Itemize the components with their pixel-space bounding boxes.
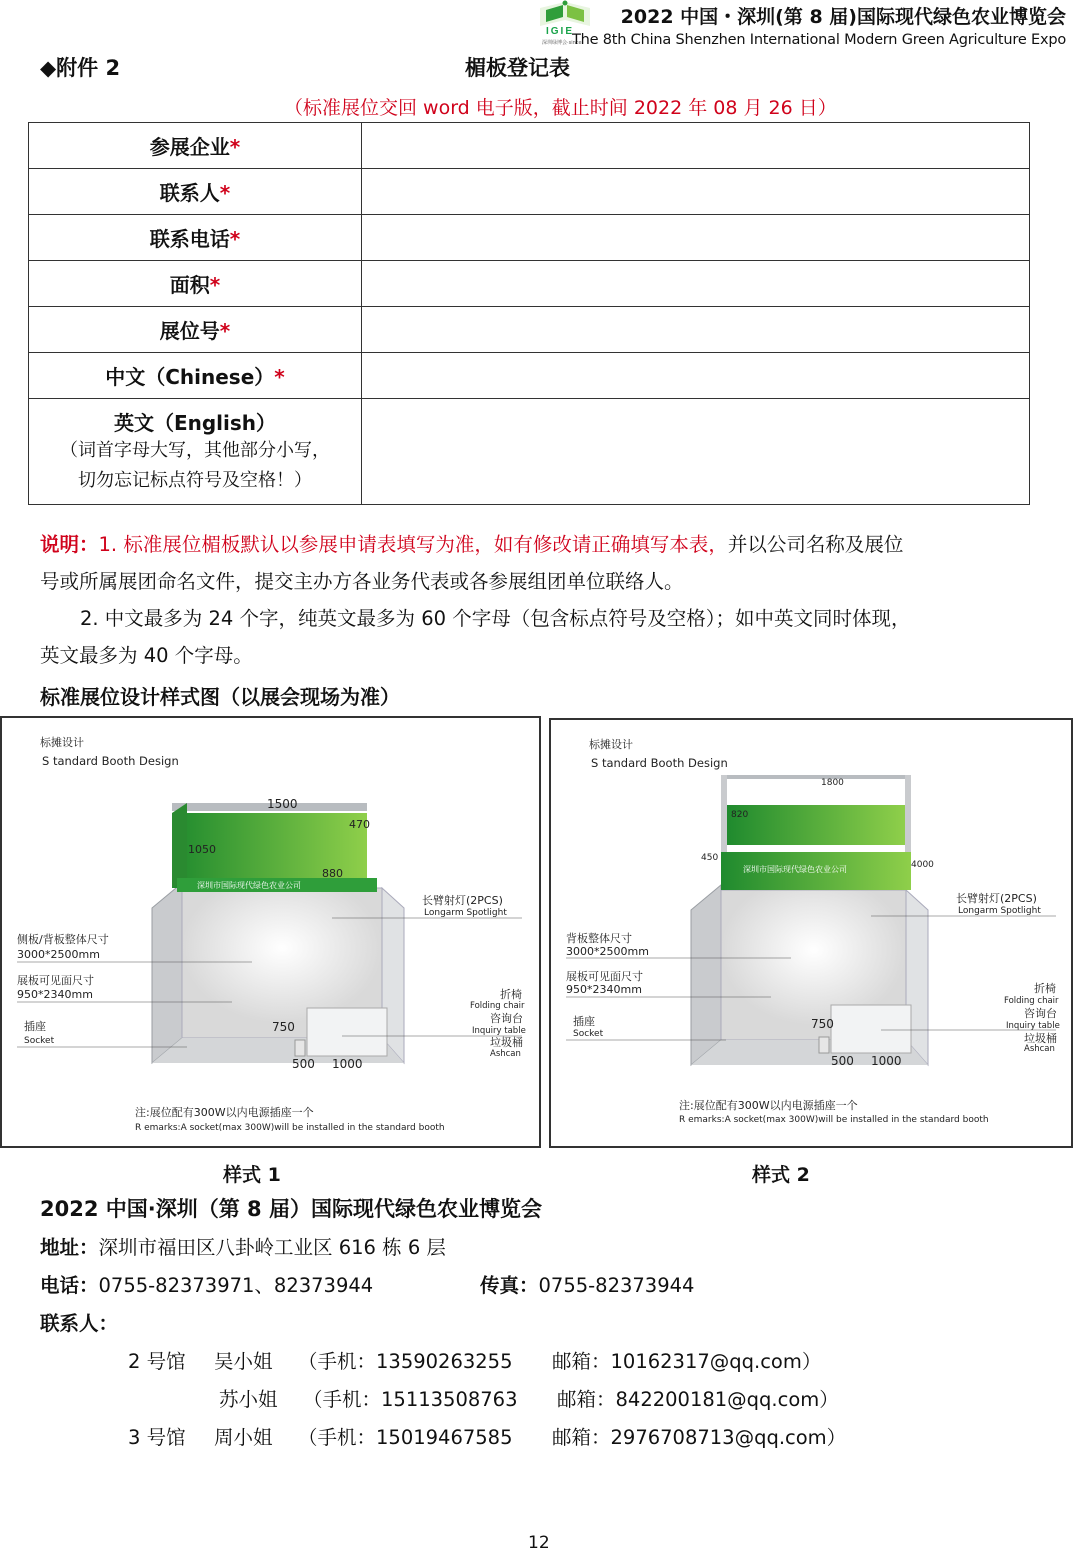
address-value: 深圳市福田区八卦岭工业区 616 栋 6 层: [98, 1236, 446, 1259]
contacts-label: 联系人：: [40, 1312, 119, 1335]
booth-label: 4000: [911, 860, 934, 870]
booth-label: Inquiry table: [1006, 1021, 1060, 1031]
contact-name: 吴小姐: [214, 1350, 273, 1373]
fax-line: [480, 1270, 694, 1298]
booth-label: 500: [831, 1054, 854, 1068]
booth-label: 长臂射灯(2PCS): [956, 892, 1037, 905]
contact-hall: 3 号馆: [128, 1426, 186, 1449]
booth-caption-2: 样式 2: [752, 1164, 810, 1186]
booth-label: 1500: [267, 797, 298, 811]
fascia-text: 深圳市国际现代绿色农业公司: [197, 881, 301, 890]
header-title-en: The 8th China Shenzhen International Modern Green Agriculture Expo: [572, 32, 1066, 48]
explanation-line-3: 2. 中文最多为 24 个字，纯英文最多为 60 个字母（包含标点符号及空格）；如中英文同时体现，: [80, 607, 911, 630]
explanation-item1-rest: 并以公司名称及展位: [727, 533, 904, 556]
booth-label: 950*2340mm: [566, 983, 642, 996]
booth-label: 450: [701, 853, 719, 863]
form-row: [29, 261, 1030, 307]
booth-label: 1000: [871, 1054, 902, 1068]
booth-label: 折椅: [1034, 982, 1056, 995]
form-label: 参展企业*: [29, 123, 362, 169]
booth-label: Socket: [573, 1029, 604, 1039]
booth-label: 注:展位配有300W以内电源插座一个: [679, 1099, 858, 1112]
booth-label: R emarks:A socket(max 300W)will be installed in the standard booth: [135, 1123, 445, 1133]
phone-label: 电话：: [40, 1274, 99, 1297]
explanation-line-4: 英文最多为 40 个字母。: [40, 644, 253, 667]
attachment-label: ◆附件 2: [40, 56, 121, 80]
form-row: [29, 215, 1030, 261]
contact-mobile: （手机：15019467585: [298, 1426, 513, 1449]
booth-label: Folding chair: [1004, 996, 1059, 1006]
page-title: 楣板登记表: [465, 56, 570, 80]
booth-label: 长臂射灯(2PCS): [422, 894, 503, 907]
form-input-cell[interactable]: [362, 261, 1030, 307]
booth-label: 880: [322, 867, 343, 880]
booth-label: 插座: [24, 1020, 46, 1033]
booth-label: S tandard Booth Design: [591, 756, 728, 770]
address-line: [40, 1232, 446, 1260]
booth-label: 1800: [821, 778, 844, 788]
booth-label: Socket: [24, 1036, 55, 1046]
contact-email: 邮箱：10162317@qq.com）: [552, 1350, 822, 1373]
address-label: 地址：: [40, 1236, 99, 1259]
contact-email: 邮箱：2976708713@qq.com）: [552, 1426, 847, 1449]
fascia-text: 深圳市国际现代绿色农业公司: [743, 865, 847, 874]
logo-subtext: 深圳绿博会·since: [542, 40, 582, 46]
form-input-cell[interactable]: [362, 353, 1030, 399]
form-row: [29, 123, 1030, 169]
ashcan-icon: [295, 1040, 305, 1056]
booth-label: Longarm Spotlight: [424, 908, 507, 918]
booth-caption-1: 样式 1: [223, 1164, 281, 1186]
booth-label: 侧板/背板整体尺寸: [17, 933, 109, 946]
booth-label: 垃圾桶: [1024, 1032, 1057, 1045]
page-number: 12: [528, 1533, 550, 1553]
explanation-line-1: [40, 526, 1040, 563]
booth-label: 500: [292, 1057, 315, 1071]
organizer-name: 2022 中国·深圳（第 8 届）国际现代绿色农业博览会: [40, 1197, 542, 1221]
explanation-line-2: 号或所属展团命名文件，提交主办方各业务代表或各参展组团单位联络人。: [40, 570, 684, 593]
fax-label: 传真：: [480, 1274, 539, 1297]
booth-label: 标摊设计: [40, 736, 84, 749]
form-input-cell[interactable]: [362, 123, 1030, 169]
contact-hall: 2 号馆: [128, 1350, 186, 1373]
form-row: [29, 307, 1030, 353]
form-label: 面积*: [29, 261, 362, 307]
logo-book-icon: [532, 0, 598, 28]
booth-label: Inquiry table: [472, 1026, 526, 1036]
deadline-note: （标准展位交回 word 电子版，截止时间 2022 年 08 月 26 日）: [284, 97, 837, 119]
form-input-cell[interactable]: [362, 307, 1030, 353]
booth-label: 注:展位配有300W以内电源插座一个: [135, 1106, 314, 1119]
booth-label: Ashcan: [490, 1049, 521, 1059]
contact-name: 苏小姐: [219, 1388, 278, 1411]
fax-value: 0755-82373944: [538, 1274, 695, 1297]
phone-value: 0755-82373971、82373944: [98, 1274, 374, 1297]
phone-line: [40, 1270, 373, 1298]
booth-label: 标摊设计: [589, 738, 633, 751]
booth-illustration: [2, 718, 535, 1142]
booth-label: Longarm Spotlight: [958, 906, 1041, 916]
booth-label: Folding chair: [470, 1001, 525, 1011]
booth-label: 折椅: [500, 988, 522, 1001]
form-row: [29, 353, 1030, 399]
form-row: [29, 169, 1030, 215]
booth-label: 950*2340mm: [17, 988, 93, 1001]
booth-design-panel-1: [0, 716, 541, 1148]
form-label: 联系电话*: [29, 215, 362, 261]
booth-label: 1000: [332, 1057, 363, 1071]
booth-label: 3000*2500mm: [17, 948, 100, 961]
form-row-english: [29, 399, 1030, 505]
form-input-cell[interactable]: [362, 215, 1030, 261]
form-label: 联系人*: [29, 169, 362, 215]
booth-label: 750: [811, 1017, 834, 1031]
booth-label: 750: [272, 1020, 295, 1034]
booth-label: 1050: [188, 843, 216, 856]
booth-label: 470: [349, 818, 370, 831]
booth-label: R emarks:A socket(max 300W)will be installed in the standard booth: [679, 1115, 989, 1125]
booth-label: 背板整体尺寸: [566, 932, 632, 945]
booth-illustration: [551, 720, 1067, 1142]
booth-label: 咨询台: [1024, 1007, 1057, 1020]
ashcan-icon: [819, 1037, 829, 1053]
booth-label: 插座: [573, 1015, 595, 1028]
form-label: 展位号*: [29, 307, 362, 353]
explanation-item1-red: 1. 标准展位楣板默认以参展申请表填写为准，如有修改请正确填写本表，: [98, 533, 728, 556]
form-label: 中文（Chinese）*: [29, 353, 362, 399]
design-title: 标准展位设计样式图（以展会现场为准）: [40, 685, 400, 709]
booth-label: 咨询台: [490, 1012, 523, 1025]
booth-design-panel-2: [549, 718, 1073, 1148]
header-title-cn: 2022 中国・深圳(第 8 届)国际现代绿色农业博览会: [620, 6, 1066, 28]
booth-label: 垃圾桶: [490, 1036, 523, 1049]
booth-label: Ashcan: [1024, 1044, 1055, 1054]
form-label: 英文（English） （词首字母大写，其他部分小写， 切勿忘记标点符号及空格！）: [29, 399, 362, 505]
booth-label: 820: [731, 810, 749, 820]
contact-mobile: （手机：13590263255: [298, 1350, 513, 1373]
booth-label: S tandard Booth Design: [42, 754, 179, 768]
logo-text: IGIE: [546, 26, 575, 37]
booth-label: 展板可见面尺寸: [566, 970, 643, 983]
contact-mobile: （手机：15113508763: [303, 1388, 518, 1411]
registration-form: [28, 122, 1030, 505]
contact-email: 邮箱：842200181@qq.com）: [557, 1388, 839, 1411]
explanation-prefix: 说明：: [40, 533, 99, 556]
contact-name: 周小姐: [214, 1426, 273, 1449]
booth-label: 展板可见面尺寸: [17, 974, 94, 987]
form-input-cell[interactable]: [362, 399, 1030, 505]
booth-label: 3000*2500mm: [566, 945, 649, 958]
form-input-cell[interactable]: [362, 169, 1030, 215]
